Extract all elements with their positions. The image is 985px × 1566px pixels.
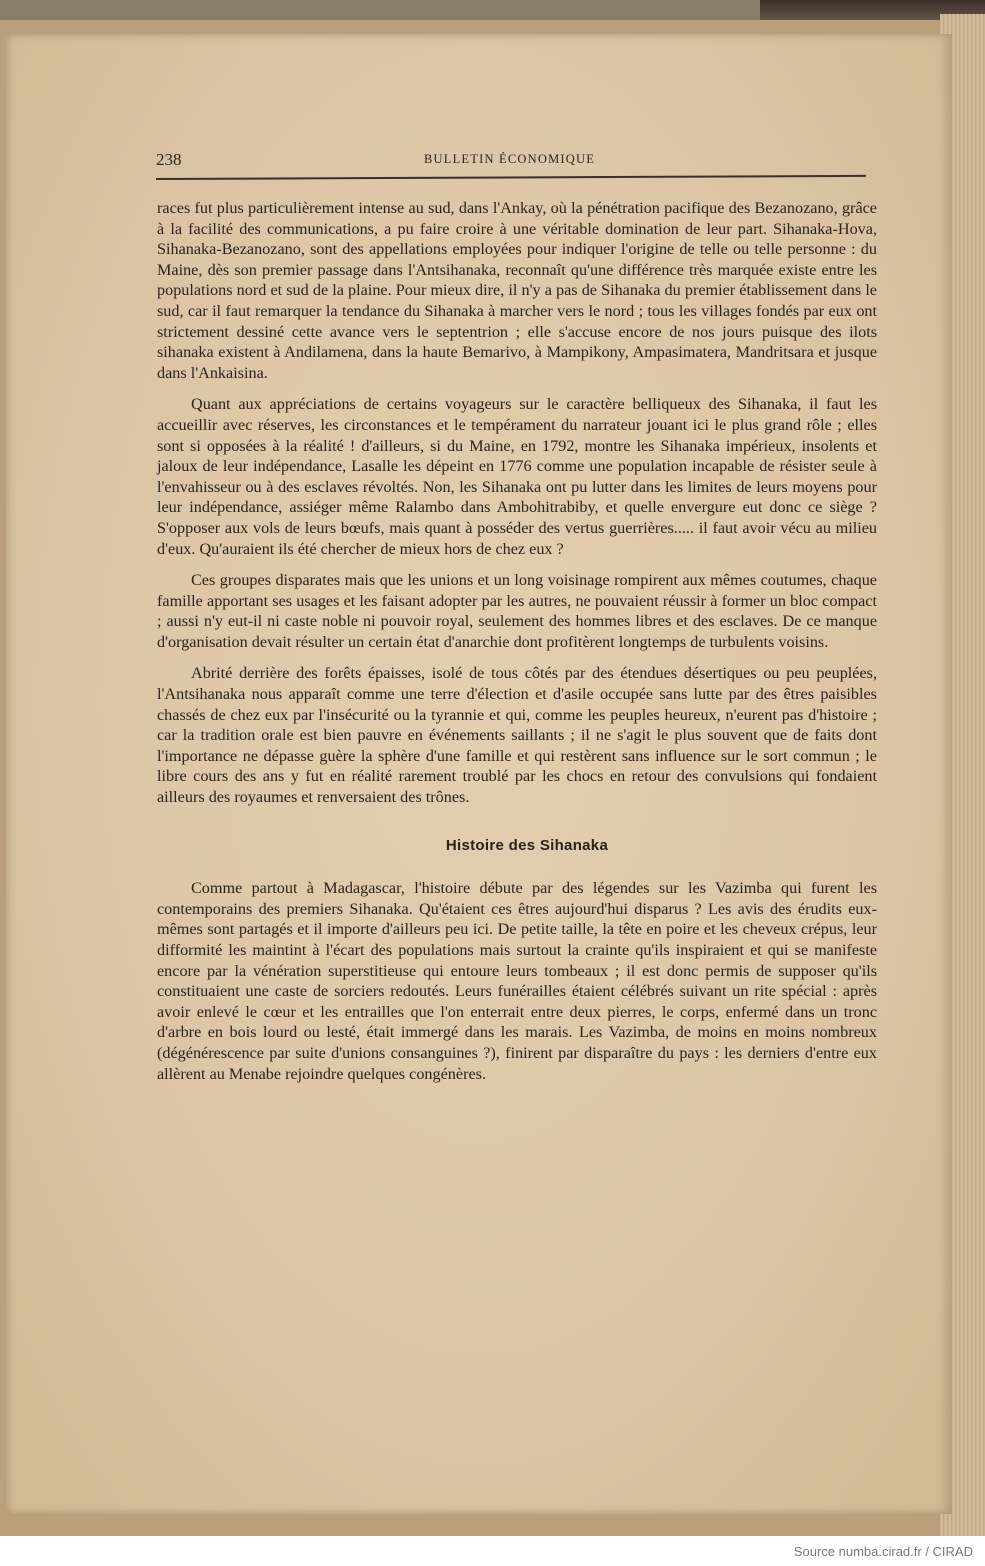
- running-head: [156, 150, 866, 172]
- paragraph-2: Quant aux appréciations de certains voyageurs sur le caractère belliqueux des Sihanaka, il faut les accueillir avec réserves, les circonstances et le tempérament du narrateur jouant ici le plus grand rôle ; elles sont si opposées à la réalité ! d'ailleurs, si du Maine, en 1792, montre les Sihanaka impérieux, insolents et jaloux de leur indépendance, Lasalle les dépeint en 1776 comme une population incapable de résister seule à l'envahisseur ou à des esclaves révoltés. Non, les Sihanaka ont pu lutter dans les limites de leurs moyens pour leur indépendance, assiéger même Ralambo dans Ambohitrabiby, et quelle envergure eut donc ce siège ? S'opposer aux vols de leurs bœufs, mais quant à posséder des vertus guerrières..... il faut avoir vécu au milieu d'eux. Qu'auraient ils été chercher de mieux hors de chez eux ?: [157, 395, 877, 558]
- journal-title: BULLETIN ÉCONOMIQUE: [424, 152, 596, 166]
- paragraph-3: Ces groupes disparates mais que les unions et un long voisinage rompirent aux mêmes coutumes, chaque famille apportant ses usages et les faisant adopter par les autres, ne pouvaient réussir à former un bloc compact ; aussi n'y eut-il ni caste noble ni pouvoir royal, seulement des hommes libres et des esclaves. De ce manque d'organisation devait résulter un certain état d'anarchie dont profitèrent longtemps de turbulents voisins.: [157, 571, 877, 651]
- paragraph-4: Abrité derrière des forêts épaisses, isolé de tous côtés par des étendues désertiques ou peu peuplées, l'Antsihanaka nous apparaît comme une terre d'élection et d'asile occupée sans lutte par des êtres paisibles chassés de chez eux par l'insécurité ou la tyrannie et qui, comme les peuples heureux, n'eurent pas d'histoire ; car la tradition orale est bien pauvre en événements saillants ; il ne s'agit le plus souvent que de faits dont l'importance ne dépasse guère la sphère d'une famille et qui restèrent sans influence sur le sort commun ; le libre cours des ans y fut en réalité rarement troublé par les chocs en retour des convulsions qui fondaient ailleurs des royaumes et renversaient des trônes.: [157, 664, 877, 807]
- section-heading: Histoire des Sihanaka: [445, 836, 609, 854]
- body-text: [157, 198, 877, 1095]
- source-credit: Source numba.cirad.fr / CIRAD: [793, 1544, 973, 1559]
- page-number: 238: [156, 150, 182, 169]
- paragraph-1: races fut plus particulièrement intense au sud, dans l'Ankay, où la pénétration pacifique des Bezanozano, grâce à la facilité des communications, a pu faire croire à une véritable domination de leur part. Sihanaka-Hova, Sihanaka-Bezanozano, sont des appellations employées pour indiquer l'origine de telle ou telle personne : du Maine, dès son premier passage dans l'Antsihanaka, reconnaît qu'une différence très marquée existe entre les populations nord et sud de la plaine. Pour mieux dire, il n'y a pas de Sihanaka du premier établissement dans le sud, car il faut remarquer la tendance du Sihanaka à marcher vers le nord ; tous les villages fondés par eux ont strictement dessiné cette avance vers le septentrion ; elle s'accuse encore de nos jours puisque des ilots sihanaka existent à Andilamena, dans la haute Bemarivo, à Mampikony, Ampasimatera, Mandritsara et jusque dans l'Ankaisina.: [157, 199, 877, 382]
- section-paragraph-1: Comme partout à Madagascar, l'histoire débute par des légendes sur les Vazimba qui furent les contemporains des premiers Sihanaka. Qu'étaient ces êtres aujourd'hui disparus ? Les avis des érudits eux-mêmes sont partagés et il importe d'ailleurs peu ici. De petite taille, la tête en poire et les cheveux crépus, leur difformité les maintint à l'écart des populations mais surtout la crainte qu'ils inspiraient et qui se manifeste encore par la vénération superstitieuse qui entoure leurs tombeaux ; il est donc permis de supposer qu'ils constituaient une caste de sorciers redoutés. Leurs funérailles étaient célébrés suivant un rite spécial : après avoir enlevé le cœur et les entrailles que l'on enterrait entre deux pierres, le corps, enfermé dans un tronc d'arbre en bois lourd ou lesté, était immergé dans les marais. Les Vazimba, de moins en moins nombreux (dégénérescence par suite d'unions consanguines ?), finirent par disparaître du pays : les derniers d'entre eux allèrent au Menabe rejoindre quelques congénères.: [157, 879, 877, 1083]
